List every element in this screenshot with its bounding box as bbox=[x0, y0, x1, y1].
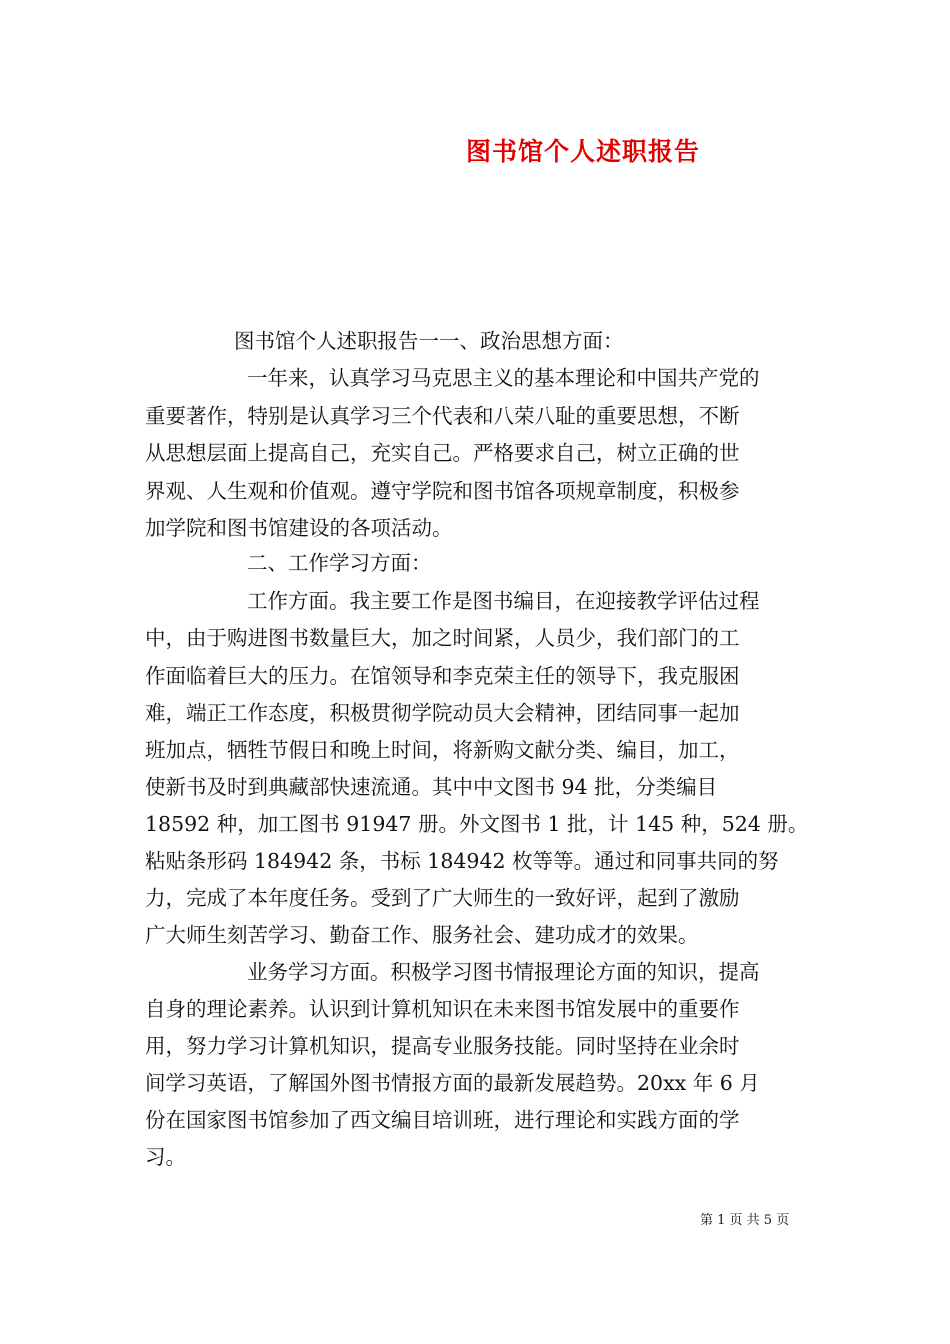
text-line: 工作方面。我主要工作是图书编目，在迎接教学评估过程 bbox=[247, 589, 760, 613]
page-footer: 第 1 页 共 5 页 bbox=[700, 1213, 790, 1228]
text-line: 用，努力学习计算机知识，提高专业服务技能。同时坚持在业余时 bbox=[145, 1034, 740, 1058]
text-line: 加学院和图书馆建设的各项活动。 bbox=[145, 516, 453, 540]
text-line: 二、工作学习方面： bbox=[247, 551, 432, 575]
text-line: 图书馆个人述职报告一一、政治思想方面： bbox=[234, 329, 624, 353]
text-line: 重要著作，特别是认真学习三个代表和八荣八耻的重要思想，不断 bbox=[145, 404, 740, 428]
text-line: 使新书及时到典藏部快速流通。其中中文图书 94 批，分类编目 bbox=[145, 775, 718, 799]
text-line: 18592 种，加工图书 91947 册。外文图书 1 批，计 145 种，524 册。 bbox=[145, 812, 809, 836]
text-line: 中，由于购进图书数量巨大，加之时间紧，人员少，我们部门的工 bbox=[145, 626, 740, 650]
text-line: 业务学习方面。积极学习图书情报理论方面的知识，提高 bbox=[247, 960, 760, 984]
document-title: 图书馆个人述职报告 bbox=[465, 137, 700, 166]
text-line: 广大师生刻苦学习、勤奋工作、服务社会、建功成才的效果。 bbox=[145, 923, 699, 947]
text-line: 份在国家图书馆参加了西文编目培训班，进行理论和实践方面的学 bbox=[145, 1108, 740, 1132]
text-line: 粘贴条形码 184942 条，书标 184942 枚等等。通过和同事共同的努 bbox=[145, 849, 779, 873]
text-line: 班加点，牺牲节假日和晚上时间，将新购文献分类、编目，加工， bbox=[145, 738, 740, 762]
text-line: 习。 bbox=[145, 1145, 186, 1169]
text-line: 间学习英语，了解国外图书情报方面的最新发展趋势。20xx 年 6 月 bbox=[145, 1071, 760, 1095]
text-line: 界观、人生观和价值观。遵守学院和图书馆各项规章制度，积极参 bbox=[145, 479, 740, 503]
text-line: 自身的理论素养。认识到计算机知识在未来图书馆发展中的重要作 bbox=[145, 997, 740, 1021]
text-line: 从思想层面上提高自己，充实自己。严格要求自己，树立正确的世 bbox=[145, 441, 740, 465]
text-line: 难，端正工作态度，积极贯彻学院动员大会精神，团结同事一起加 bbox=[145, 701, 740, 725]
text-line: 力，完成了本年度任务。受到了广大师生的一致好评，起到了激励 bbox=[145, 886, 740, 910]
text-line: 一年来，认真学习马克思主义的基本理论和中国共产党的 bbox=[247, 366, 760, 390]
text-line: 作面临着巨大的压力。在馆领导和李克荣主任的领导下，我克服困 bbox=[145, 664, 740, 688]
